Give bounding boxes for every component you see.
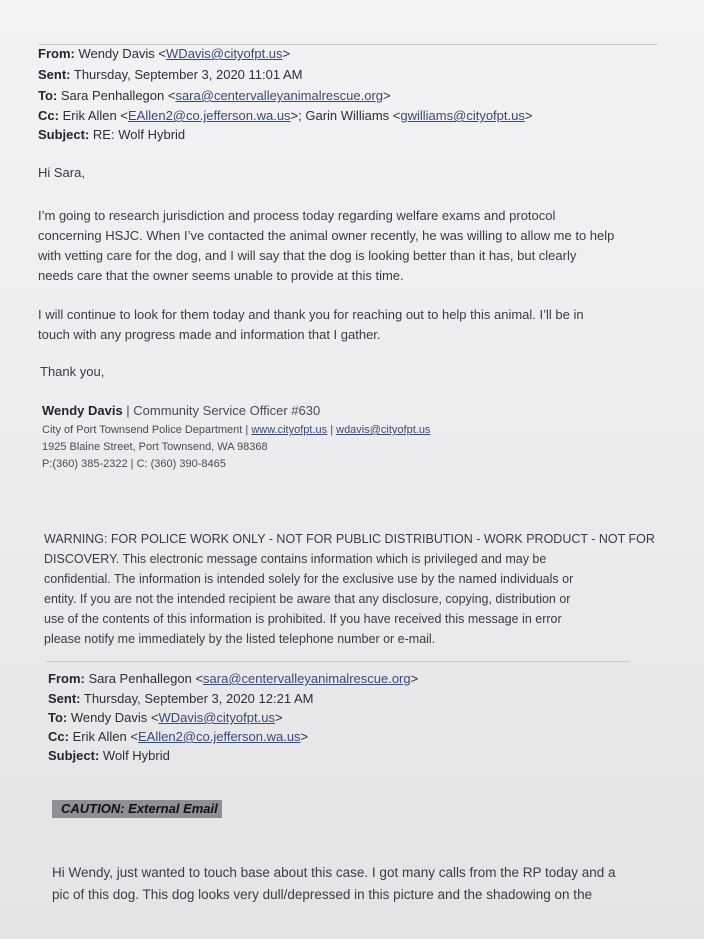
body-line: with vetting care for the dog, and I will say that the dog is looking better than it has, but clearly <box>38 248 577 263</box>
cc1-name: Erik Allen <box>62 108 117 123</box>
email2-to-line: To: Wendy Davis <WDavis@cityofpt.us> <box>48 710 283 725</box>
external-email-caution-banner: CAUTION: External Email <box>52 800 222 818</box>
cc1-email-link[interactable]: EAllen2@co.jefferson.wa.us <box>138 729 301 744</box>
greeting: Hi Sara, <box>38 165 85 180</box>
cc2-email-link[interactable]: gwilliams@cityofpt.us <box>400 108 525 123</box>
closing: Thank you, <box>40 364 105 379</box>
warning-line: entity. If you are not the intended recipient be aware that any disclosure, copying, distribution or <box>44 592 571 606</box>
email1-sent-line <box>38 65 303 84</box>
body-line: I’m going to research jurisdiction and process today regarding welfare exams and protocol <box>38 208 556 223</box>
body-paragraph-1 <box>38 206 614 286</box>
subject-text: RE: Wolf Hybrid <box>92 127 186 142</box>
email1-cc-line: Cc: Erik Allen <EAllen2@co.jefferson.wa.us>; Garin Williams <gwilliams@cityofpt.us> <box>38 108 533 123</box>
sent-date: Thursday, September 3, 2020 11:01 AM <box>73 67 303 82</box>
to-label: To: <box>38 88 58 103</box>
subject-label: Subject: <box>38 127 90 142</box>
sender-name: Wendy Davis <box>78 46 155 61</box>
to-label: To: <box>48 710 68 725</box>
email2-subject-line <box>48 746 170 765</box>
sender-email-link[interactable]: WDavis@cityofpt.us <box>166 46 283 61</box>
warning-line: use of the contents of this information is prohibited. If you have received this message in error <box>44 612 562 626</box>
recipient-name: Wendy Davis <box>70 710 148 725</box>
email2-from-line: From: Sara Penhallegon <sara@centervalleyanimalrescue.org> <box>48 671 419 686</box>
email1-to-line: To: Sara Penhallegon <sara@centervalleyanimalrescue.org> <box>38 88 391 103</box>
email2-cc-line: Cc: Erik Allen <EAllen2@co.jefferson.wa.us> <box>48 729 309 744</box>
signature-name-line: Wendy Davis | Community Service Officer #630 <box>42 403 321 418</box>
cc2-name: Garin Williams <box>305 108 390 123</box>
subject-label: Subject: <box>48 748 100 763</box>
cc1-name: Erik Allen <box>72 729 127 744</box>
signature-email-link[interactable]: wdavis@cityofpt.us <box>336 424 431 436</box>
warning-line: WARNING: FOR POLICE WORK ONLY - NOT FOR PUBLIC DISTRIBUTION - WORK PRODUCT - NOT FOR <box>44 532 655 546</box>
signature-phones: P:(360) 385-2322 | C: (360) 390-8465 <box>42 458 226 470</box>
body-line: I will continue to look for them today and thank you for reaching out to help this animal. I’ll be in <box>38 307 584 322</box>
cc-label: Cc: <box>38 108 59 123</box>
signature-title: Community Service Officer #630 <box>133 403 321 418</box>
body-line: touch with any progress made and information that I gather. <box>38 327 381 342</box>
warning-line: please notify me immediately by the listed telephone number or e-mail. <box>44 632 436 646</box>
signature-org-line: City of Port Townsend Police Department | www.cityofpt.us | wdavis@cityofpt.us <box>42 424 431 436</box>
recipient-email-link[interactable]: WDavis@cityofpt.us <box>158 710 275 725</box>
signature-name: Wendy Davis <box>42 403 123 418</box>
body-line: Hi Wendy, just wanted to touch base about this case. I got many calls from the RP today and a <box>52 865 616 880</box>
subject-text: Wolf Hybrid <box>102 748 170 763</box>
sender-name: Sara Penhallegon <box>88 671 192 686</box>
email2-body <box>52 862 616 906</box>
body-line: concerning HSJC. When I’ve contacted the animal owner recently, he was willing to allow me to help <box>38 228 615 243</box>
sender-email-link[interactable]: sara@centervalleyanimalrescue.org <box>203 671 411 686</box>
signature-address: 1925 Blaine Street, Port Townsend, WA 98368 <box>42 441 268 453</box>
warning-line: DISCOVERY. This electronic message contains information which is privileged and may be <box>44 552 547 566</box>
from-label: From: <box>38 46 75 61</box>
body-line: needs care that the owner seems unable to provide at this time. <box>38 268 404 283</box>
from-label: From: <box>48 671 85 686</box>
sent-label: Sent: <box>48 691 81 706</box>
email1-from-line: From: Wendy Davis <WDavis@cityofpt.us> <box>38 46 291 61</box>
email2-sent-line <box>48 689 313 708</box>
quoted-email-divider <box>46 661 630 662</box>
confidentiality-warning <box>44 529 655 649</box>
signature-website-link[interactable]: www.cityofpt.us <box>251 424 328 436</box>
recipient-name: Sara Penhallegon <box>60 88 165 103</box>
sent-date: Thursday, September 3, 2020 12:21 AM <box>83 691 314 706</box>
cc1-email-link[interactable]: EAllen2@co.jefferson.wa.us <box>128 108 291 123</box>
signature-org: City of Port Townsend Police Department <box>42 424 243 436</box>
email1-subject-line <box>38 125 185 144</box>
cc-label: Cc: <box>48 729 69 744</box>
warning-line: confidential. The information is intended solely for the exclusive use by the named individuals or <box>44 572 574 586</box>
sent-label: Sent: <box>38 67 71 82</box>
body-paragraph-2 <box>38 305 584 345</box>
body-line: pic of this dog. This dog looks very dull/depressed in this picture and the shadowing on the <box>52 887 593 902</box>
recipient-email-link[interactable]: sara@centervalleyanimalrescue.org <box>175 88 384 103</box>
